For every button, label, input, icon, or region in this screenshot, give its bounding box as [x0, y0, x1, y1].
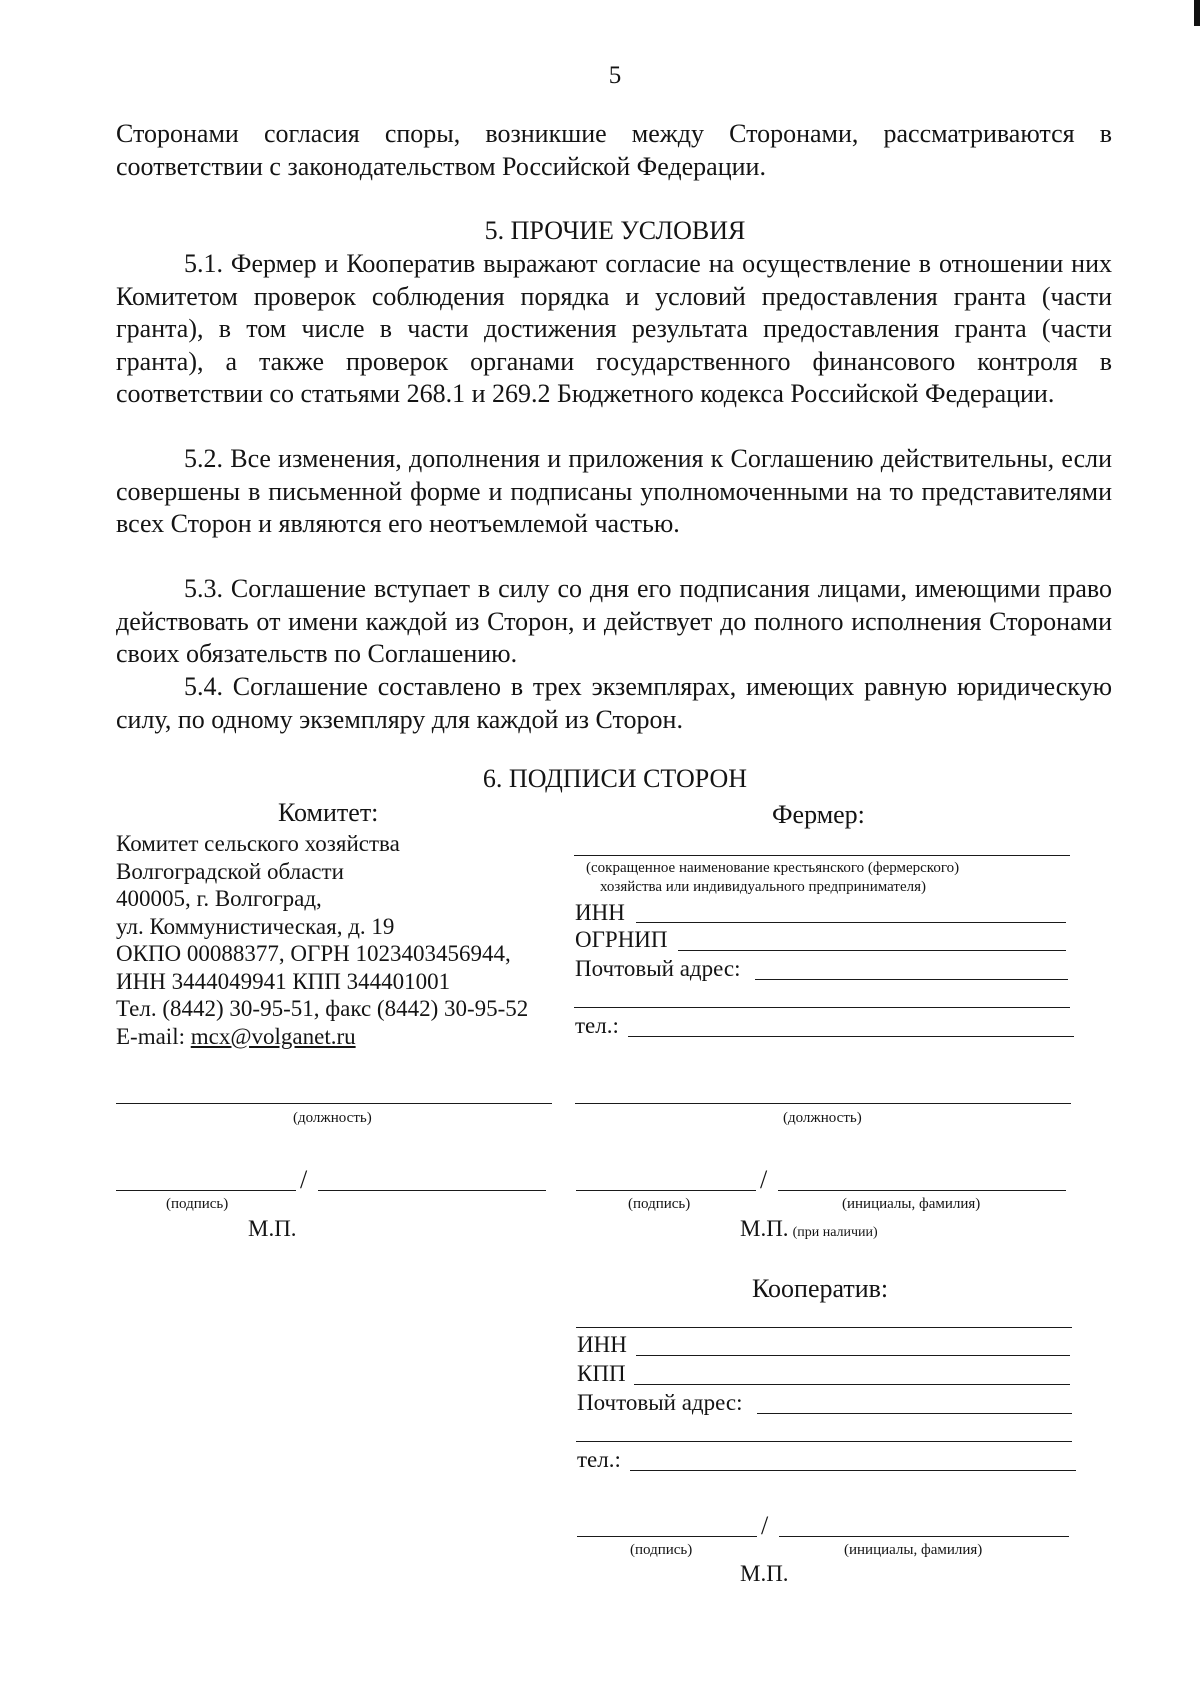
committee-email-link[interactable]: mcx@volganet.ru	[190, 1023, 356, 1049]
farmer-name-caption-2: хозяйства или индивидуального предпринимателя)	[600, 879, 926, 895]
committee-line: ул. Коммунистическая, д. 19	[116, 913, 395, 939]
committee-initials-line	[318, 1190, 546, 1191]
committee-line: ИНН 3444049941 КПП 344401001	[116, 968, 451, 994]
cooperative-inn-field[interactable]	[636, 1355, 1070, 1356]
cooperative-phone-label: тел.:	[577, 1447, 621, 1472]
email-label: E-mail:	[116, 1023, 191, 1049]
farmer-address-field[interactable]	[755, 979, 1068, 980]
committee-line: 400005, г. Волгоград,	[116, 886, 322, 911]
page-number: 5	[608, 62, 622, 89]
farmer-ogrnip-label: ОГРНИП	[575, 927, 668, 952]
farmer-position-caption: (должность)	[783, 1110, 862, 1126]
committee-signature-caption: (подпись)	[166, 1196, 229, 1212]
committee-position-line	[116, 1103, 552, 1104]
committee-details	[116, 830, 556, 1050]
clause-5-2	[116, 443, 1112, 541]
committee-slash: /	[300, 1165, 308, 1194]
clause-5-3	[116, 573, 1112, 671]
farmer-name-line	[574, 855, 1070, 856]
farmer-stamp-text: М.П.	[740, 1216, 789, 1241]
committee-position-caption: (должность)	[293, 1110, 372, 1126]
cooperative-signature-line	[577, 1536, 757, 1537]
farmer-initials-caption: (инициалы, фамилия)	[842, 1196, 981, 1212]
cooperative-address-field-2[interactable]	[576, 1441, 1072, 1442]
clause-5-1-text: 5.1. Фермер и Кооператив выражают согласие на осуществление в отношении них Комитетом проверок соблюдения порядка и условий предоставления гранта (части гранта), в том числе в части достижения результата предоставления гранта (части гранта), а также проверок органами государственного финансового контроля в соответствии со статьями 268.1 и 269.2 Бюджетного кодекса Российской Федерации.	[116, 249, 1112, 408]
committee-line: Тел. (8442) 30-95-51, факс (8442) 30-95-52	[116, 996, 529, 1021]
farmer-heading: Фермер:	[772, 800, 865, 829]
cooperative-heading: Кооператив:	[752, 1274, 889, 1303]
farmer-inn-field[interactable]	[636, 922, 1066, 923]
committee-stamp: М.П.	[248, 1216, 297, 1241]
cooperative-initials-line	[779, 1536, 1069, 1537]
cooperative-address-label: Почтовый адрес:	[577, 1390, 743, 1415]
cooperative-inn-label: ИНН	[577, 1332, 627, 1357]
clause-5-3-text: 5.3. Соглашение вступает в силу со дня его подписания лицами, имеющими право действовать от имени каждой из Сторон, и действует до полного исполнения Сторонами своих обязательств по Соглашению.	[116, 574, 1112, 668]
section5-title: 5. ПРОЧИЕ УСЛОВИЯ	[484, 216, 746, 245]
farmer-stamp	[740, 1215, 878, 1243]
farmer-name-caption-1: (сокращенное наименование крестьянского (фермерского)	[586, 860, 960, 876]
committee-line: Волгоградской области	[116, 858, 344, 884]
clause-5-1	[116, 248, 1112, 411]
farmer-address-label: Почтовый адрес:	[575, 956, 741, 981]
cooperative-signature-caption: (подпись)	[630, 1542, 693, 1558]
cooperative-name-line[interactable]	[576, 1327, 1072, 1328]
farmer-address-field-2[interactable]	[574, 1007, 1070, 1008]
committee-email-line	[116, 1023, 556, 1051]
farmer-inn-label: ИНН	[575, 900, 625, 925]
cooperative-slash: /	[761, 1511, 769, 1540]
committee-line: Комитет сельского хозяйства	[116, 831, 400, 856]
farmer-ogrnip-field[interactable]	[678, 950, 1066, 951]
cooperative-initials-caption: (инициалы, фамилия)	[844, 1542, 983, 1558]
farmer-phone-field[interactable]	[628, 1036, 1074, 1037]
clause-5-2-text: 5.2. Все изменения, дополнения и приложения к Соглашению действительны, если совершены в письменной форме и подписаны уполномоченными на то представителями всех Сторон и являются его неотъемлемой частью.	[116, 444, 1112, 538]
farmer-phone-label: тел.:	[575, 1013, 619, 1038]
farmer-signature-line	[576, 1190, 756, 1191]
farmer-slash: /	[760, 1165, 768, 1194]
cooperative-kpp-field[interactable]	[634, 1384, 1070, 1385]
farmer-position-line	[575, 1103, 1071, 1104]
clause-5-4-text: 5.4. Соглашение составлено в трех экземплярах, имеющих равную юридическую силу, по одному экземпляру для каждой из Сторон.	[116, 672, 1112, 734]
farmer-stamp-note: (при наличии)	[792, 1225, 878, 1240]
committee-heading: Комитет:	[278, 798, 379, 827]
clause-5-4	[116, 671, 1112, 736]
cooperative-stamp: М.П.	[740, 1561, 789, 1586]
cooperative-kpp-label: КПП	[577, 1361, 626, 1386]
cooperative-phone-field[interactable]	[630, 1470, 1076, 1471]
farmer-initials-line	[778, 1190, 1066, 1191]
committee-line: ОКПО 00088377, ОГРН 1023403456944,	[116, 941, 511, 966]
committee-signature-line	[116, 1190, 296, 1191]
cooperative-address-field[interactable]	[757, 1413, 1072, 1414]
intro-paragraph: Сторонами согласия споры, возникшие между Сторонами, рассматриваются в соответствии с законодательством Российской Федерации.	[116, 119, 1112, 181]
section6-title: 6. ПОДПИСИ СТОРОН	[482, 764, 748, 793]
scan-edge-mark	[1194, 0, 1200, 26]
farmer-signature-caption: (подпись)	[628, 1196, 691, 1212]
